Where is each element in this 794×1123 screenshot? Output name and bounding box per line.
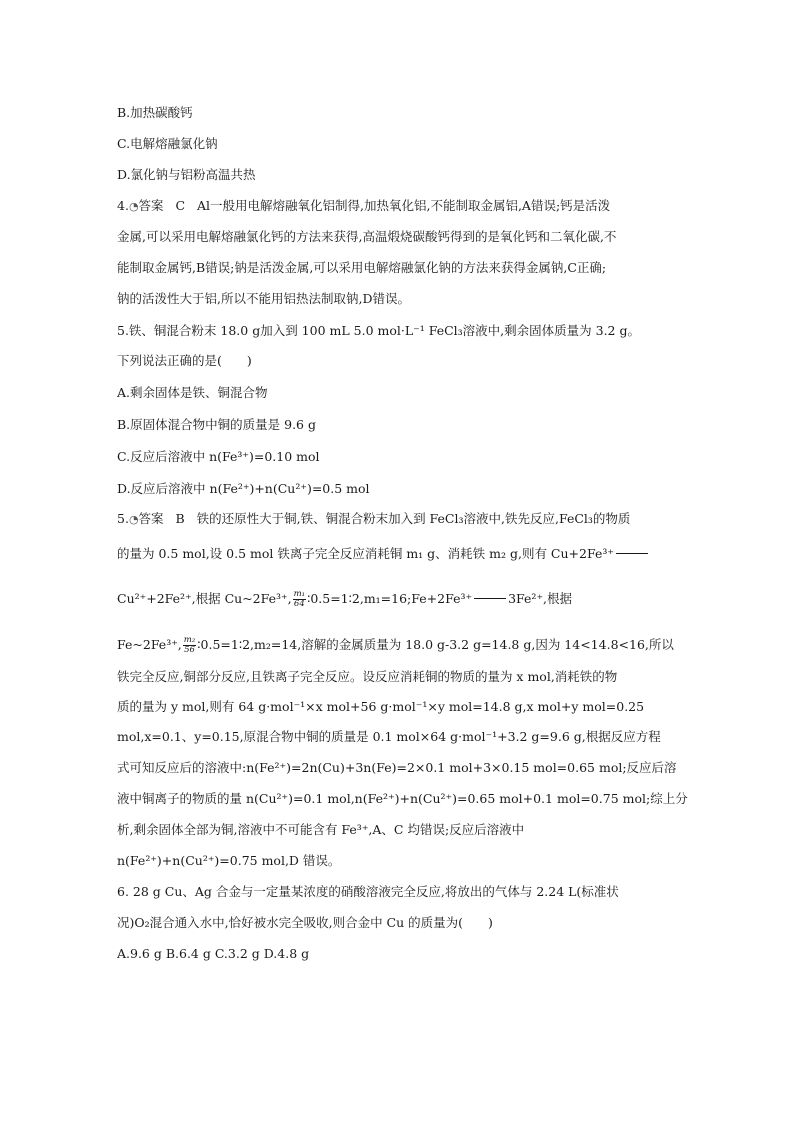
answer-5-line-3 bbox=[117, 590, 572, 609]
answer-label: 答案 bbox=[138, 198, 164, 213]
answer-letter: B bbox=[175, 511, 185, 526]
answer-letter: C bbox=[175, 198, 186, 213]
fraction-denominator: 64 bbox=[293, 599, 305, 609]
answer-5-text-4b: ∶0.5=1∶2,m₂=14,溶解的金属质量为 18.0 g-3.2 g=14.8 g,因为 14<14.8<16,所以 bbox=[197, 637, 674, 652]
option-3c: C.电解熔融氯化钠 bbox=[117, 136, 218, 151]
answer-5-text-3c: 3Fe²⁺,根据 bbox=[508, 591, 573, 606]
question-6-stem-2: 况)O₂混合通入水中,恰好被水完全吸收,则合金中 Cu 的质量为( ) bbox=[117, 915, 493, 930]
fraction-numerator: m₂ bbox=[183, 635, 196, 645]
answer-text: Al一般用电解熔融氧化铝制得,加热氧化铝,不能制取金属铝,A错误;钙是活泼 bbox=[196, 198, 611, 213]
equals-arrow bbox=[474, 598, 506, 601]
answer-5-line-1 bbox=[117, 511, 630, 528]
question-5-stem-2: 下列说法正确的是( ) bbox=[117, 353, 252, 368]
option-3d: D.氯化钠与铝粉高温共热 bbox=[117, 167, 256, 182]
answer-text: 铁的还原性大于铜,铁、铜混合粉末加入到 FeCl₃溶液中,铁先反应,FeCl₃的物质 bbox=[196, 511, 631, 526]
option-5b: B.原固体混合物中铜的质量是 9.6 g bbox=[117, 417, 316, 432]
answer-5-text-3b: ∶0.5=1∶2,m₁=16;Fe+2Fe³⁺ bbox=[307, 591, 473, 606]
option-5c: C.反应后溶液中 n(Fe³⁺)=0.10 mol bbox=[117, 449, 320, 464]
answer-5-line-2 bbox=[117, 546, 650, 562]
question-6-stem-1: 6. 28 g Cu、Ag 合金与一定量某浓度的硝酸溶液完全反应,将放出的气体与 2.24 L(标准状 bbox=[117, 884, 619, 899]
question-6-options: A.9.6 g B.6.4 g C.3.2 g D.4.8 g bbox=[117, 946, 310, 961]
answer-4-line-3: 能制取金属钙,B错误;钠是活泼金属,可以采用电解熔融氯化钠的方法来获得金属钠,C正确; bbox=[117, 260, 607, 275]
answer-number: 5. bbox=[117, 511, 129, 526]
answer-4-line-2: 金属,可以采用电解熔融氯化钙的方法来获得,高温煅烧碳酸钙得到的是氧化钙和二氧化碳,不 bbox=[117, 229, 617, 244]
option-3b: B.加热碳酸钙 bbox=[117, 105, 193, 120]
answer-number: 4. bbox=[117, 198, 129, 213]
equals-arrow bbox=[616, 553, 648, 556]
option-5d: D.反应后溶液中 n(Fe²⁺)+n(Cu²⁺)=0.5 mol bbox=[117, 481, 370, 496]
answer-5-text-2: 的量为 0.5 mol,设 0.5 mol 铁离子完全反应消耗铜 m₁ g、消耗铁 m₂ g,则有 Cu+2Fe³⁺ bbox=[117, 546, 614, 561]
fraction-m2-56 bbox=[183, 636, 196, 655]
fraction-numerator: m₁ bbox=[293, 589, 306, 599]
answer-5-text-4a: Fe~2Fe³⁺, bbox=[117, 637, 182, 652]
answer-5-line-4 bbox=[117, 636, 674, 655]
answer-marker-icon: ◔ bbox=[128, 513, 139, 526]
answer-5-line-6: 质的量为 y mol,则有 64 g·mol⁻¹×x mol+56 g·mol⁻¹×y mol=14.8 g,x mol+y mol=0.25 bbox=[117, 699, 645, 714]
answer-5-text-3a: Cu²⁺+2Fe²⁺,根据 Cu~2Fe³⁺, bbox=[117, 591, 292, 606]
fraction-m1-64 bbox=[293, 590, 306, 609]
answer-4-line-4: 钠的活泼性大于铝,所以不能用铝热法制取钠,D错误。 bbox=[117, 291, 410, 306]
answer-4-line-1 bbox=[117, 198, 610, 215]
answer-5-line-9: 液中铜离子的物质的量 n(Cu²⁺)=0.1 mol,n(Fe²⁺)+n(Cu²⁺)=0.65 mol+0.1 mol=0.75 mol;综上分 bbox=[117, 791, 688, 806]
question-5-stem-1: 5.铁、铜混合粉末 18.0 g加入到 100 mL 5.0 mol·L⁻¹ FeCl₃溶液中,剩余固体质量为 3.2 g。 bbox=[117, 323, 640, 338]
answer-5-line-7: mol,x=0.1、y=0.15,原混合物中铜的质量是 0.1 mol×64 g·mol⁻¹+3.2 g=9.6 g,根据反应方程 bbox=[117, 729, 661, 744]
answer-5-line-10: 析,剩余固体全部为铜,溶液中不可能含有 Fe³⁺,A、C 均错误;反应后溶液中 bbox=[117, 822, 525, 837]
answer-marker-icon: ◔ bbox=[128, 200, 139, 213]
answer-5-line-5: 铁完全反应,铜部分反应,且铁离子完全反应。设反应消耗铜的物质的量为 x mol,消耗铁的物 bbox=[117, 669, 618, 684]
answer-5-line-11: n(Fe²⁺)+n(Cu²⁺)=0.75 mol,D 错误。 bbox=[117, 853, 341, 868]
answer-5-line-8: 式可知反应后的溶液中:n(Fe²⁺)=2n(Cu)+3n(Fe)=2×0.1 mol+3×0.15 mol=0.65 mol;反应后溶 bbox=[117, 760, 677, 775]
answer-label: 答案 bbox=[138, 511, 164, 526]
option-5a: A.剩余固体是铁、铜混合物 bbox=[117, 385, 268, 400]
fraction-denominator: 56 bbox=[184, 645, 195, 655]
